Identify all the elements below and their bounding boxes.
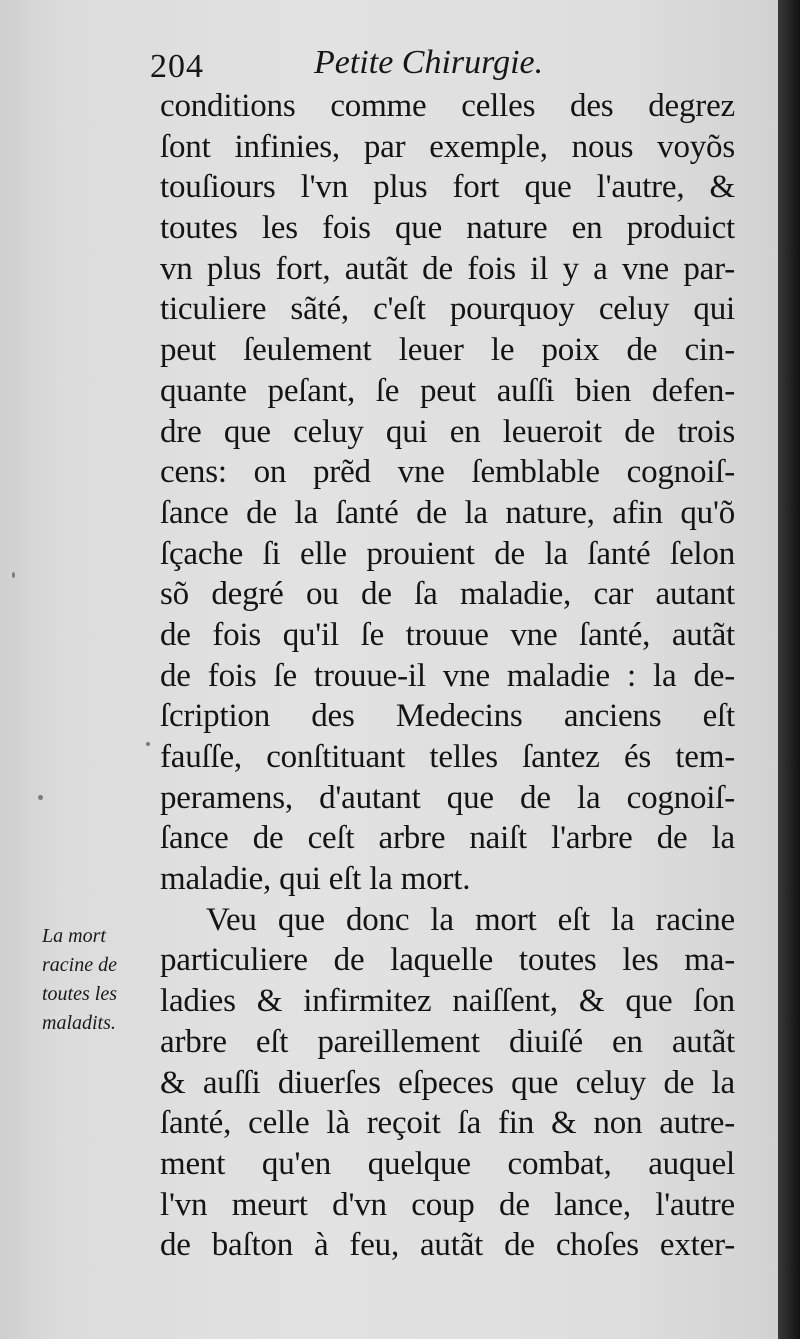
text-line: cens: on prẽd vne ſemblable cognoiſ-: [160, 454, 735, 491]
text-line: peramens, d'autant que de la cognoiſ-: [160, 779, 735, 816]
margin-note-line: racine de: [42, 954, 117, 976]
text-line: ſçache ſi elle prouient de la ſanté ſelon: [160, 535, 735, 572]
running-title: Petite Chirurgie.: [314, 44, 544, 81]
text-line: de fois qu'il ſe trouue vne ſanté, autãt: [160, 616, 735, 653]
page-header: [150, 40, 750, 90]
text-line: dre que celuy qui en leueroit de trois: [160, 413, 735, 450]
text-line: ſance de ceſt arbre naiſt l'arbre de la: [160, 820, 735, 857]
text-line: maladie, qui eſt la mort.: [160, 861, 471, 898]
text-line: ſont infinies, par exemple, nous voyõs: [160, 128, 735, 165]
text-line: ſanté, celle là reçoit ſa fin & non autre-: [160, 1105, 735, 1142]
ink-speck: [12, 572, 15, 578]
text-line: arbre eſt pareillement diuiſé en autãt: [160, 1023, 735, 1060]
ink-speck: [146, 742, 150, 746]
margin-note-line: toutes les: [42, 983, 117, 1005]
text-line: ſance de la ſanté de la nature, afin qu'õ: [160, 494, 735, 531]
ink-speck: [38, 795, 43, 800]
text-line: peut ſeulement leuer le poix de cin-: [160, 332, 735, 369]
page-edge-shadow: [778, 0, 800, 1339]
text-line: & auſſi diuerſes eſpeces que celuy de la: [160, 1064, 735, 1101]
text-line: quante peſant, ſe peut auſſi bien defen-: [160, 372, 735, 409]
margin-note-line: La mort: [42, 925, 106, 947]
text-line: touſiours l'vn plus fort que l'autre, &: [160, 169, 735, 206]
text-line: l'vn meurt d'vn coup de lance, l'autre: [160, 1186, 735, 1223]
text-line: ſcription des Medecins anciens eſt: [160, 698, 735, 735]
text-line: de fois ſe trouue-il vne maladie : la de-: [160, 657, 735, 694]
text-line: Veu que donc la mort eſt la racine: [206, 901, 735, 938]
margin-note-line: maladits.: [42, 1012, 116, 1034]
text-line: toutes les fois que nature en produict: [160, 210, 735, 247]
text-line: ment qu'en quelque combat, auquel: [160, 1145, 735, 1182]
text-line: ticuliere sãté, c'eſt pourquoy celuy qui: [160, 291, 735, 328]
margin-note: [42, 922, 154, 1038]
text-line: fauſſe, conſtituant telles ſantez és tem-: [160, 739, 735, 775]
text-line: particuliere de laquelle toutes les ma-: [160, 942, 735, 979]
body-text: [160, 86, 735, 1266]
page-number: 204: [150, 48, 204, 85]
text-line: ladies & infirmitez naiſſent, & que ſon: [160, 983, 735, 1020]
text-line: conditions comme celles des degrez: [160, 88, 735, 124]
text-line: de baſton à feu, autãt de choſes exter-: [160, 1227, 735, 1264]
text-line: sõ degré ou de ſa maladie, car autant: [160, 576, 735, 613]
text-line: vn plus fort, autãt de fois il y a vne par-: [160, 250, 735, 287]
